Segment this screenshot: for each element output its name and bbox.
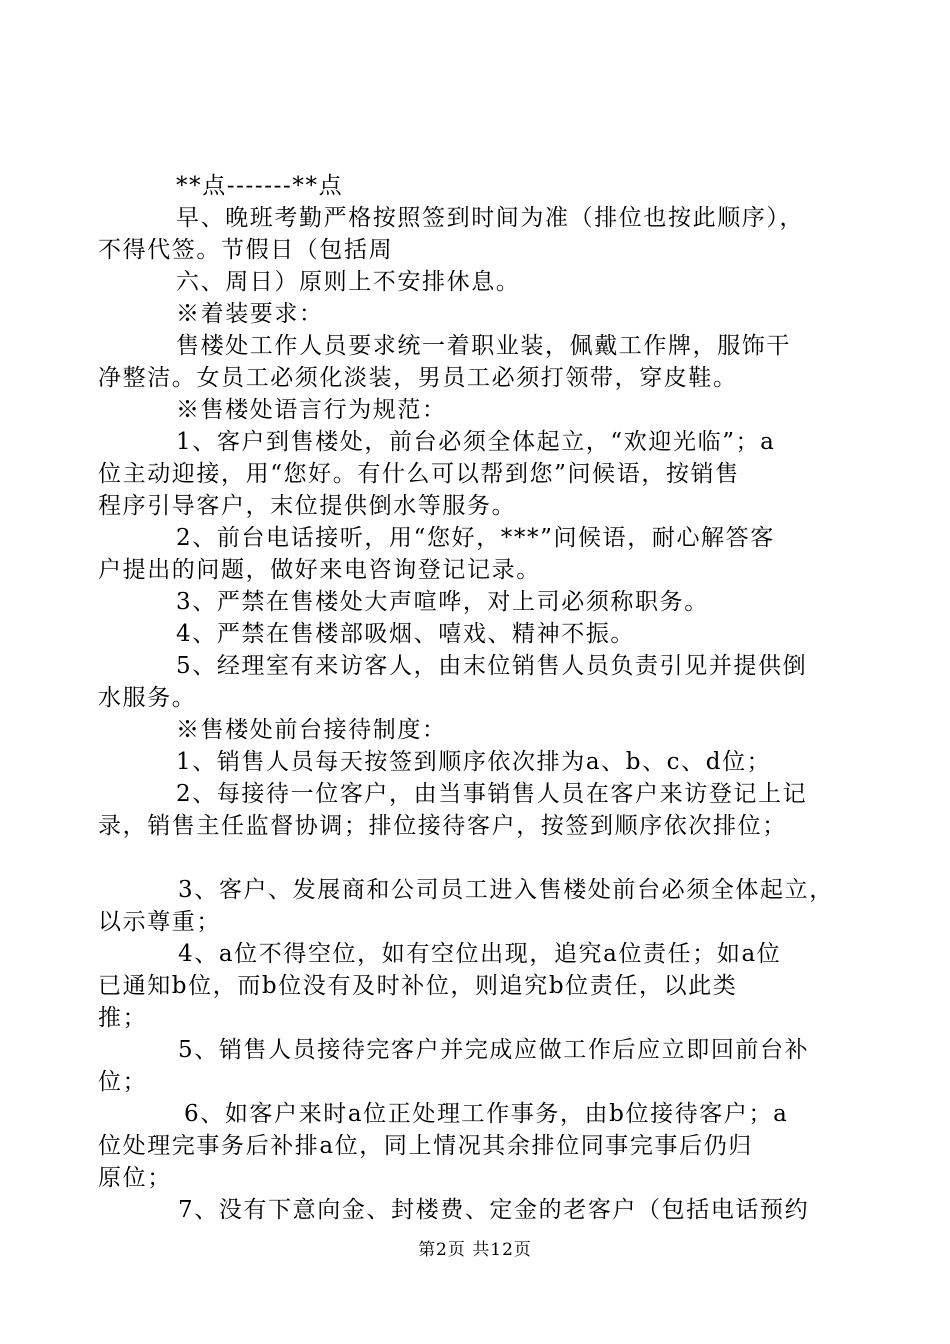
text-line: 净整洁。女员工必须化淡装，男员工必须打领带，穿皮鞋。 [98, 365, 738, 391]
text-line: 2、前台电话接听，用“您好，***”问候语，耐心解答客 [176, 525, 775, 551]
text-line: 程序引导客户，末位提供倒水等服务。 [98, 493, 517, 519]
text-line: 户提出的问题，做好来电咨询登记记录。 [98, 557, 541, 583]
text-line: 早、晚班考勤严格按照签到时间为准（排位也按此顺序）， [176, 205, 805, 231]
text-line: 3、严禁在售楼处大声喧哗，对上司必须称职务。 [176, 589, 709, 615]
page-number-footer: 第2页 共12页 [418, 1240, 532, 1260]
text-line: 4、a位不得空位，如有空位出现，追究a位责任；如a位 [178, 941, 782, 967]
text-line: 已通知b位，而b位没有及时补位，则追究b位责任，以此类 [98, 973, 738, 999]
section-heading-dress: ※着装要求： [176, 301, 324, 327]
text-line: 水服务。 [98, 685, 197, 711]
text-line: 位处理完事务后补排a位，同上情况其余排位同事完事后仍归 [98, 1133, 753, 1159]
text-line: 位主动迎接，用“您好。有什么可以帮到您”问候语，按销售 [98, 461, 740, 487]
text-line: **点-------**点 [176, 173, 344, 199]
text-line: 3、客户、发展商和公司员工进入售楼处前台必须全体起立， [178, 877, 834, 903]
text-line: 不得代签。节假日（包括周 [98, 237, 394, 263]
text-line: 以示尊重； [98, 909, 221, 935]
text-line: 售楼处工作人员要求统一着职业装，佩戴工作牌，服饰干 [176, 333, 791, 359]
text-line: 7、没有下意向金、封楼费、定金的老客户（包括电话预约 [178, 1197, 810, 1223]
text-line: 5、经理室有来访客人，由末位销售人员负责引见并提供倒 [176, 653, 808, 679]
text-line: 1、客户到售楼处，前台必须全体起立，“欢迎光临”；a [176, 429, 776, 455]
text-line: 2、每接待一位客户，由当事销售人员在客户来访登记上记 [176, 781, 808, 807]
section-heading-reception: ※售楼处前台接待制度： [176, 717, 447, 743]
section-heading-language: ※售楼处语言行为规范： [176, 397, 447, 423]
text-line: 1、销售人员每天按签到顺序依次排为a、b、c、d位； [176, 749, 772, 775]
text-line: 录，销售主任监督协调；排位接待客户，按签到顺序依次排位； [98, 813, 787, 839]
text-line: 推； [98, 1005, 148, 1031]
text-line: 6、如客户来时a位正处理工作事务，由b位接待客户；a [184, 1101, 789, 1127]
text-line: 六、周日）原则上不安排休息。 [176, 269, 521, 295]
text-line: 位； [98, 1069, 148, 1095]
blank-line [98, 842, 838, 874]
text-line: 原位； [98, 1165, 172, 1191]
text-line: 4、严禁在售楼部吸烟、嘻戏、精神不振。 [176, 621, 636, 647]
text-line: 5、销售人员接待完客户并完成应做工作后应立即回前台补 [178, 1037, 810, 1063]
document-body [98, 170, 838, 1226]
